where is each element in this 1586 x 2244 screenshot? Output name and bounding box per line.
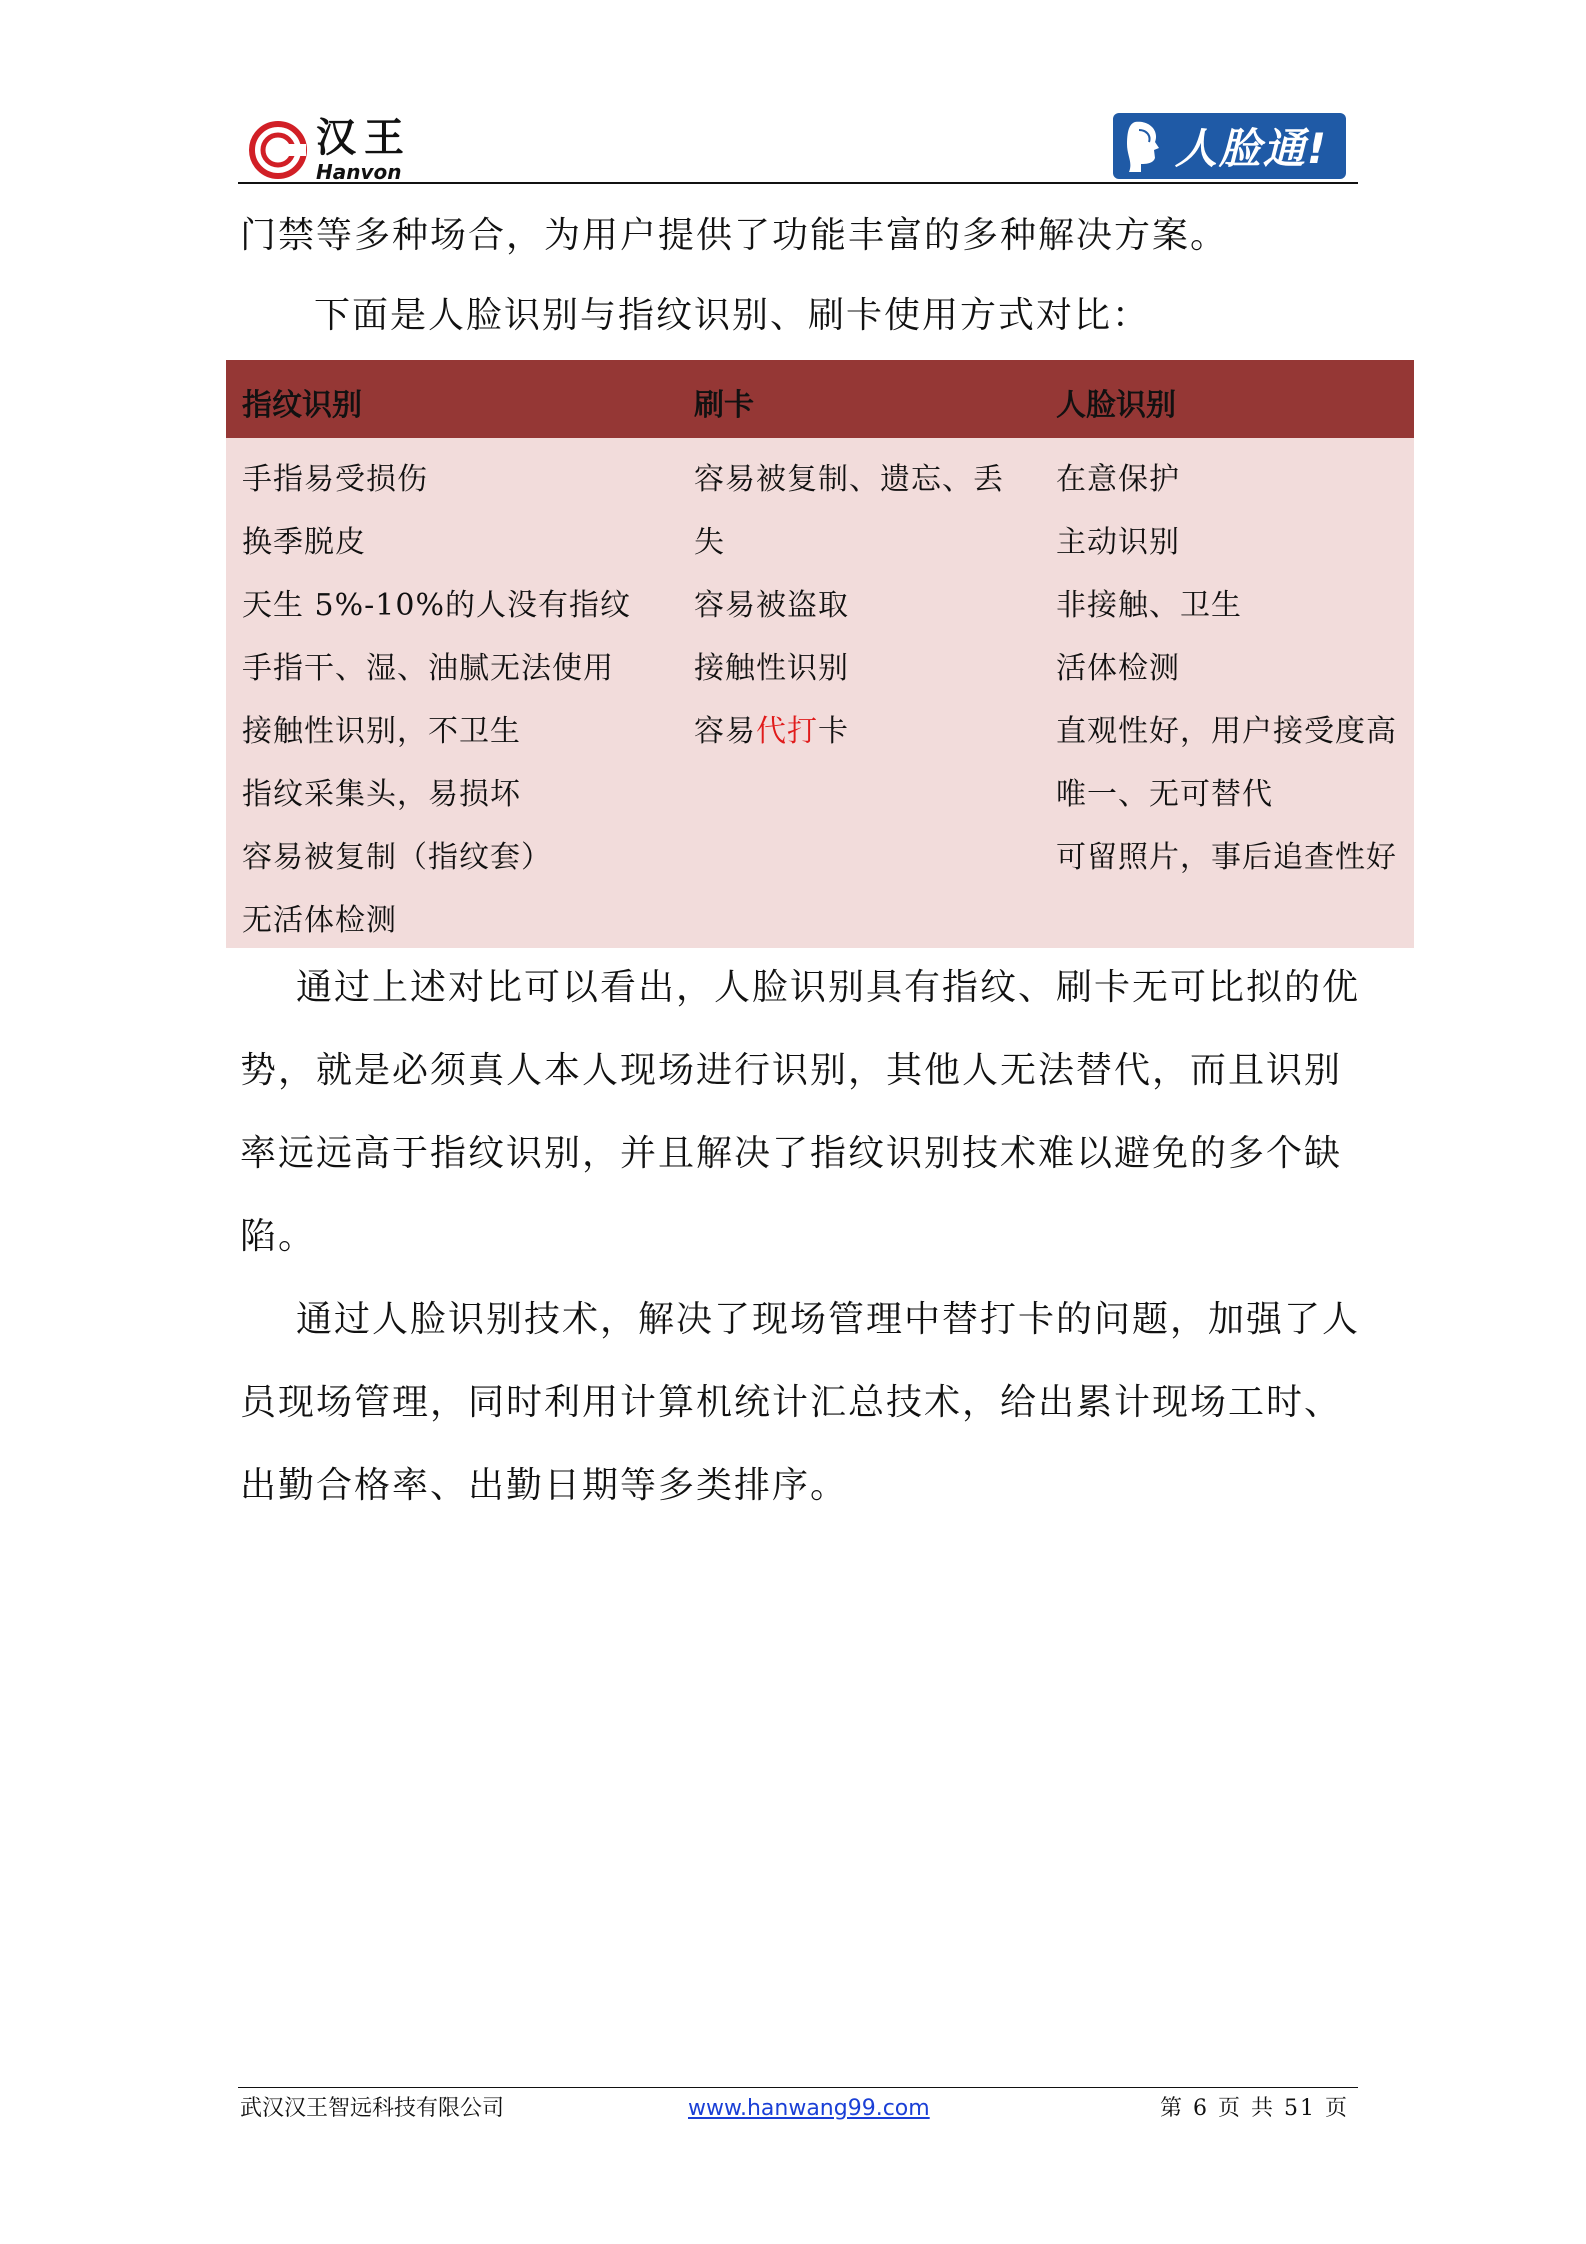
fingerprint-item: 接触性识别，不卫生 xyxy=(242,714,521,749)
header-divider xyxy=(238,182,1358,184)
face-item: 非接触、卫生 xyxy=(1056,588,1242,623)
table-header-row xyxy=(226,360,1414,438)
face-item: 在意保护 xyxy=(1056,462,1180,497)
fingerprint-item: 换季脱皮 xyxy=(242,525,366,560)
hanvon-logo xyxy=(248,115,412,185)
card-item-highlight: 代打 xyxy=(756,714,818,749)
summary-paragraph-1: 通过上述对比可以看出，人脸识别具有指纹、刷卡无可比拟的优势，就是必须真人本人现场进行识别，其他人无法替代，而且识别率远远高于指纹识别，并且解决了指纹识别技术难以避免的多个缺陷。 xyxy=(240,967,1361,1257)
fingerprint-item: 手指干、湿、油腻无法使用 xyxy=(242,651,614,686)
face-profile-icon xyxy=(1123,118,1165,174)
face-item: 唯一、无可替代 xyxy=(1056,777,1273,812)
summary-paragraph-2: 通过人脸识别技术，解决了现场管理中替打卡的问题，加强了人员现场管理，同时利用计算机统计汇总技术，给出累计现场工时、出勤合格率、出勤日期等多类排序。 xyxy=(240,1299,1361,1506)
card-column xyxy=(694,448,1004,763)
hanvon-ring-icon xyxy=(248,120,308,180)
header-card: 刷卡 xyxy=(694,388,754,423)
face-pass-text: 人脸通! xyxy=(1174,124,1328,173)
fingerprint-item: 天生 5%-10%的人没有指纹 xyxy=(242,588,631,623)
face-item: 活体检测 xyxy=(1056,651,1180,686)
header-fingerprint: 指纹识别 xyxy=(242,388,362,423)
footer-company: 武汉汉王智远科技有限公司 xyxy=(240,2096,505,2121)
fingerprint-item: 容易被复制（指纹套） xyxy=(242,840,552,875)
face-item: 可留照片，事后追查性好 xyxy=(1056,840,1397,875)
face-item: 直观性好，用户接受度高 xyxy=(1056,714,1397,749)
fingerprint-item: 指纹采集头，易损坏 xyxy=(242,777,521,812)
face-pass-logo xyxy=(1113,113,1346,179)
fingerprint-item: 无活体检测 xyxy=(242,903,397,938)
comparison-table xyxy=(226,360,1414,948)
footer-page-number: 第 6 页 共 51 页 xyxy=(1160,2096,1349,2121)
face-item: 主动识别 xyxy=(1056,525,1180,560)
card-item-prefix: 容易 xyxy=(694,714,756,749)
header-face: 人脸识别 xyxy=(1056,388,1176,423)
logo-cn-text: 汉王 xyxy=(316,115,412,161)
logo-en-text: Hanvon xyxy=(316,160,402,184)
card-item-suffix: 卡 xyxy=(818,714,849,749)
card-item xyxy=(694,700,1004,763)
face-column xyxy=(1056,448,1397,889)
card-item: 容易被盗取 xyxy=(694,588,849,623)
intro-paragraph-end: 门禁等多种场合，为用户提供了功能丰富的多种解决方案。 xyxy=(240,215,1229,256)
footer-divider xyxy=(238,2087,1358,2088)
comparison-lead: 下面是人脸识别与指纹识别、刷卡使用方式对比： xyxy=(314,295,1151,336)
page-header xyxy=(238,105,1358,183)
fingerprint-item: 手指易受损伤 xyxy=(242,462,428,497)
card-item: 容易被复制、遗忘、丢 xyxy=(694,462,1004,497)
card-item: 失 xyxy=(694,525,725,560)
fingerprint-column xyxy=(242,448,631,952)
footer-website-link[interactable]: www.hanwang99.com xyxy=(688,2096,930,2121)
card-item: 接触性识别 xyxy=(694,651,849,686)
